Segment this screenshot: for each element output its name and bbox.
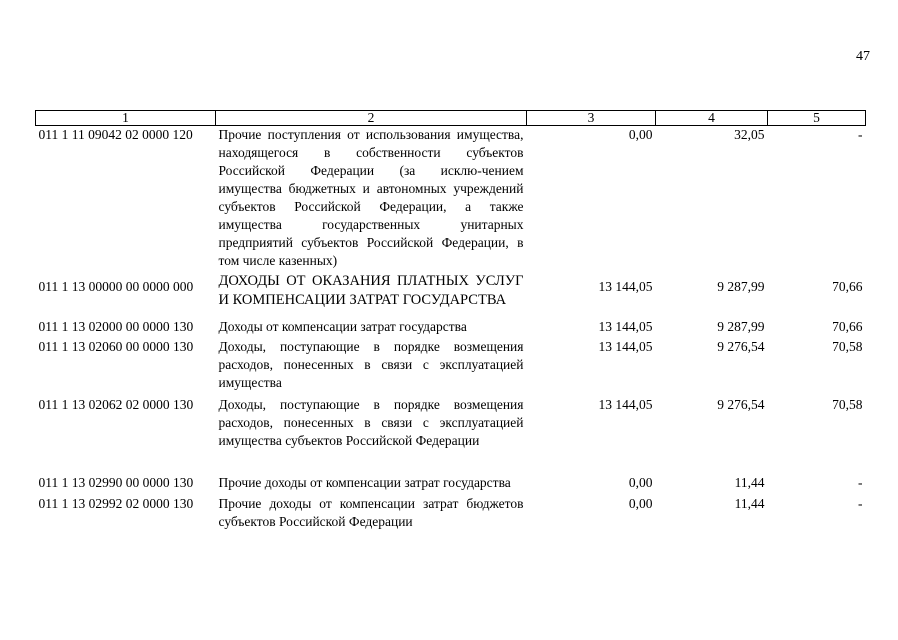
row-code: 011 1 13 02990 00 0000 130 [38,475,194,490]
column-header-5: 5 [768,111,866,126]
row-col5: 70,66 [832,279,863,294]
row-name: Прочие доходы от компенсации затрат бюджетов субъектов Российской Федерации [218,496,524,529]
row-col4: 11,44 [734,496,765,511]
row-name: Прочие доходы от компенсации затрат государства [218,475,511,490]
column-header-4: 4 [656,111,768,126]
table-row [36,392,866,450]
row-col4: 9 287,99 [717,319,765,334]
row-col5: 70,58 [832,397,863,412]
column-header-3: 3 [527,111,656,126]
row-name: Доходы, поступающие в порядке возмещения расходов, понесенных в связи с эксплуатацией имущества [218,339,524,390]
row-col4: 32,05 [734,127,765,142]
row-col5: 70,66 [832,319,863,334]
row-code: 011 1 13 02000 00 0000 130 [38,319,194,334]
column-header-2: 2 [216,111,527,126]
row-col5: 70,58 [832,339,863,354]
row-col4: 9 287,99 [717,279,765,294]
column-header-1: 1 [36,111,216,126]
row-code: 011 1 13 02062 02 0000 130 [38,397,194,412]
row-name: Доходы от компенсации затрат государства [218,319,467,334]
row-col3: 13 144,05 [598,279,653,294]
row-col3: 13 144,05 [598,319,653,334]
row-col3: 0,00 [628,475,653,490]
row-col4: 9 276,54 [717,397,765,412]
page-number: 47 [856,49,870,64]
row-name: Доходы, поступающие в порядке возмещения расходов, понесенных в связи с эксплуатацией имущества субъектов Российской Федерации [218,397,524,448]
row-col3: 13 144,05 [598,397,653,412]
table-row [36,312,866,336]
row-col3: 0,00 [628,496,653,511]
revenue-table [35,110,866,531]
row-col5: - [858,496,863,511]
row-col5: - [858,475,863,490]
row-name: ДОХОДЫ ОТ ОКАЗАНИЯ ПЛАТНЫХ УСЛУГ И КОМПЕНСАЦИИ ЗАТРАТ ГОСУДАРСТВА [218,273,524,308]
row-code: 011 1 13 00000 00 0000 000 [38,279,194,294]
table-row [36,126,866,273]
table-row [36,336,866,392]
row-code: 011 1 13 02992 02 0000 130 [38,496,194,511]
row-col4: 9 276,54 [717,339,765,354]
row-col5: - [858,127,863,142]
row-code: 011 1 13 02060 00 0000 130 [38,339,194,354]
table-row [36,450,866,492]
table-row [36,272,866,312]
row-col3: 13 144,05 [598,339,653,354]
table-row [36,492,866,531]
row-code: 011 1 11 09042 02 0000 120 [38,127,193,142]
row-name: Прочие поступления от использования имущества, находящегося в собственности субъектов Российской Федерации (за исклю-чением имущества бюджетных и автономных учреждений субъектов Российской Федерации, а также имущества государственных унитарных предприятий субъектов Российской Федерации, в том числе казенных) [218,127,524,268]
row-col3: 0,00 [628,127,653,142]
table-header-row [36,111,866,126]
row-col4: 11,44 [734,475,765,490]
